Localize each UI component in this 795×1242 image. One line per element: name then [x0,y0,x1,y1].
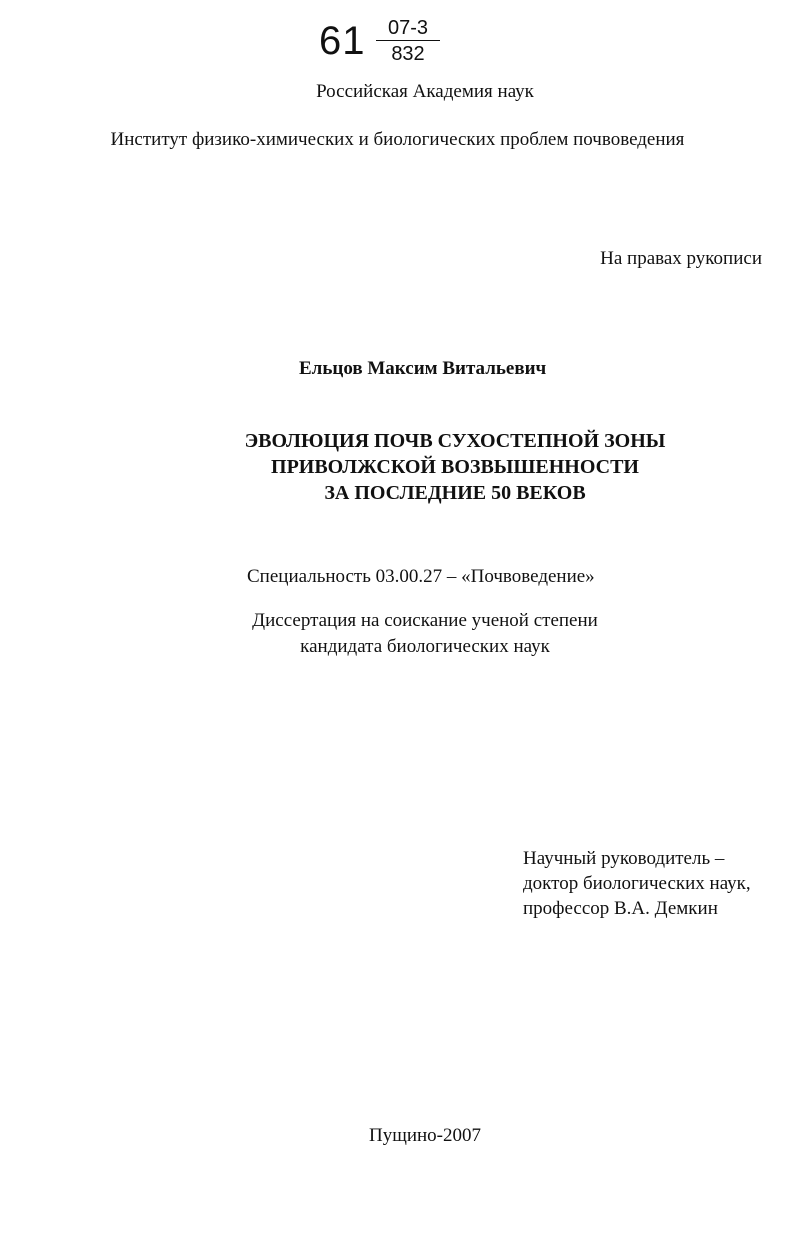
place-and-year: Пущино-2007 [368,1125,481,1146]
title-line: ЗА ПОСЛЕДНИЕ 50 ВЕКОВ [324,482,586,504]
title-line: ЭВОЛЮЦИЯ ПОЧВ СУХОСТЕПНОЙ ЗОНЫ [244,430,666,452]
title-line: ПРИВОЛЖСКОЙ ВОЗВЫШЕННОСТИ [271,456,639,478]
manuscript-rights: На правах рукописи [600,248,762,269]
fraction-bar [376,40,440,41]
advisor-line: профессор В.А. Демкин [523,898,718,919]
author-name: Ельцов Максим Витальевич [299,358,547,379]
academy-name: Российская Академия наук [316,81,534,102]
institute-name: Институт физико-химических и биологических проблем почвоведения [110,129,685,150]
catalog-code-numerator: 07-3 [387,17,429,39]
dissertation-title [0,428,795,506]
catalog-code-main: 61 [319,19,366,63]
scientific-advisor [523,846,751,921]
degree-statement [0,608,795,660]
advisor-line: доктор биологических наук, [523,873,751,894]
advisor-line: Научный руководитель – [523,848,725,869]
specialty: Специальность 03.00.27 – «Почвоведение» [247,566,595,587]
degree-line: Диссертация на соискание ученой степени [252,610,598,631]
degree-line: кандидата биологических наук [300,636,550,657]
catalog-code-fraction [376,16,440,66]
catalog-code-denominator: 832 [391,43,425,65]
